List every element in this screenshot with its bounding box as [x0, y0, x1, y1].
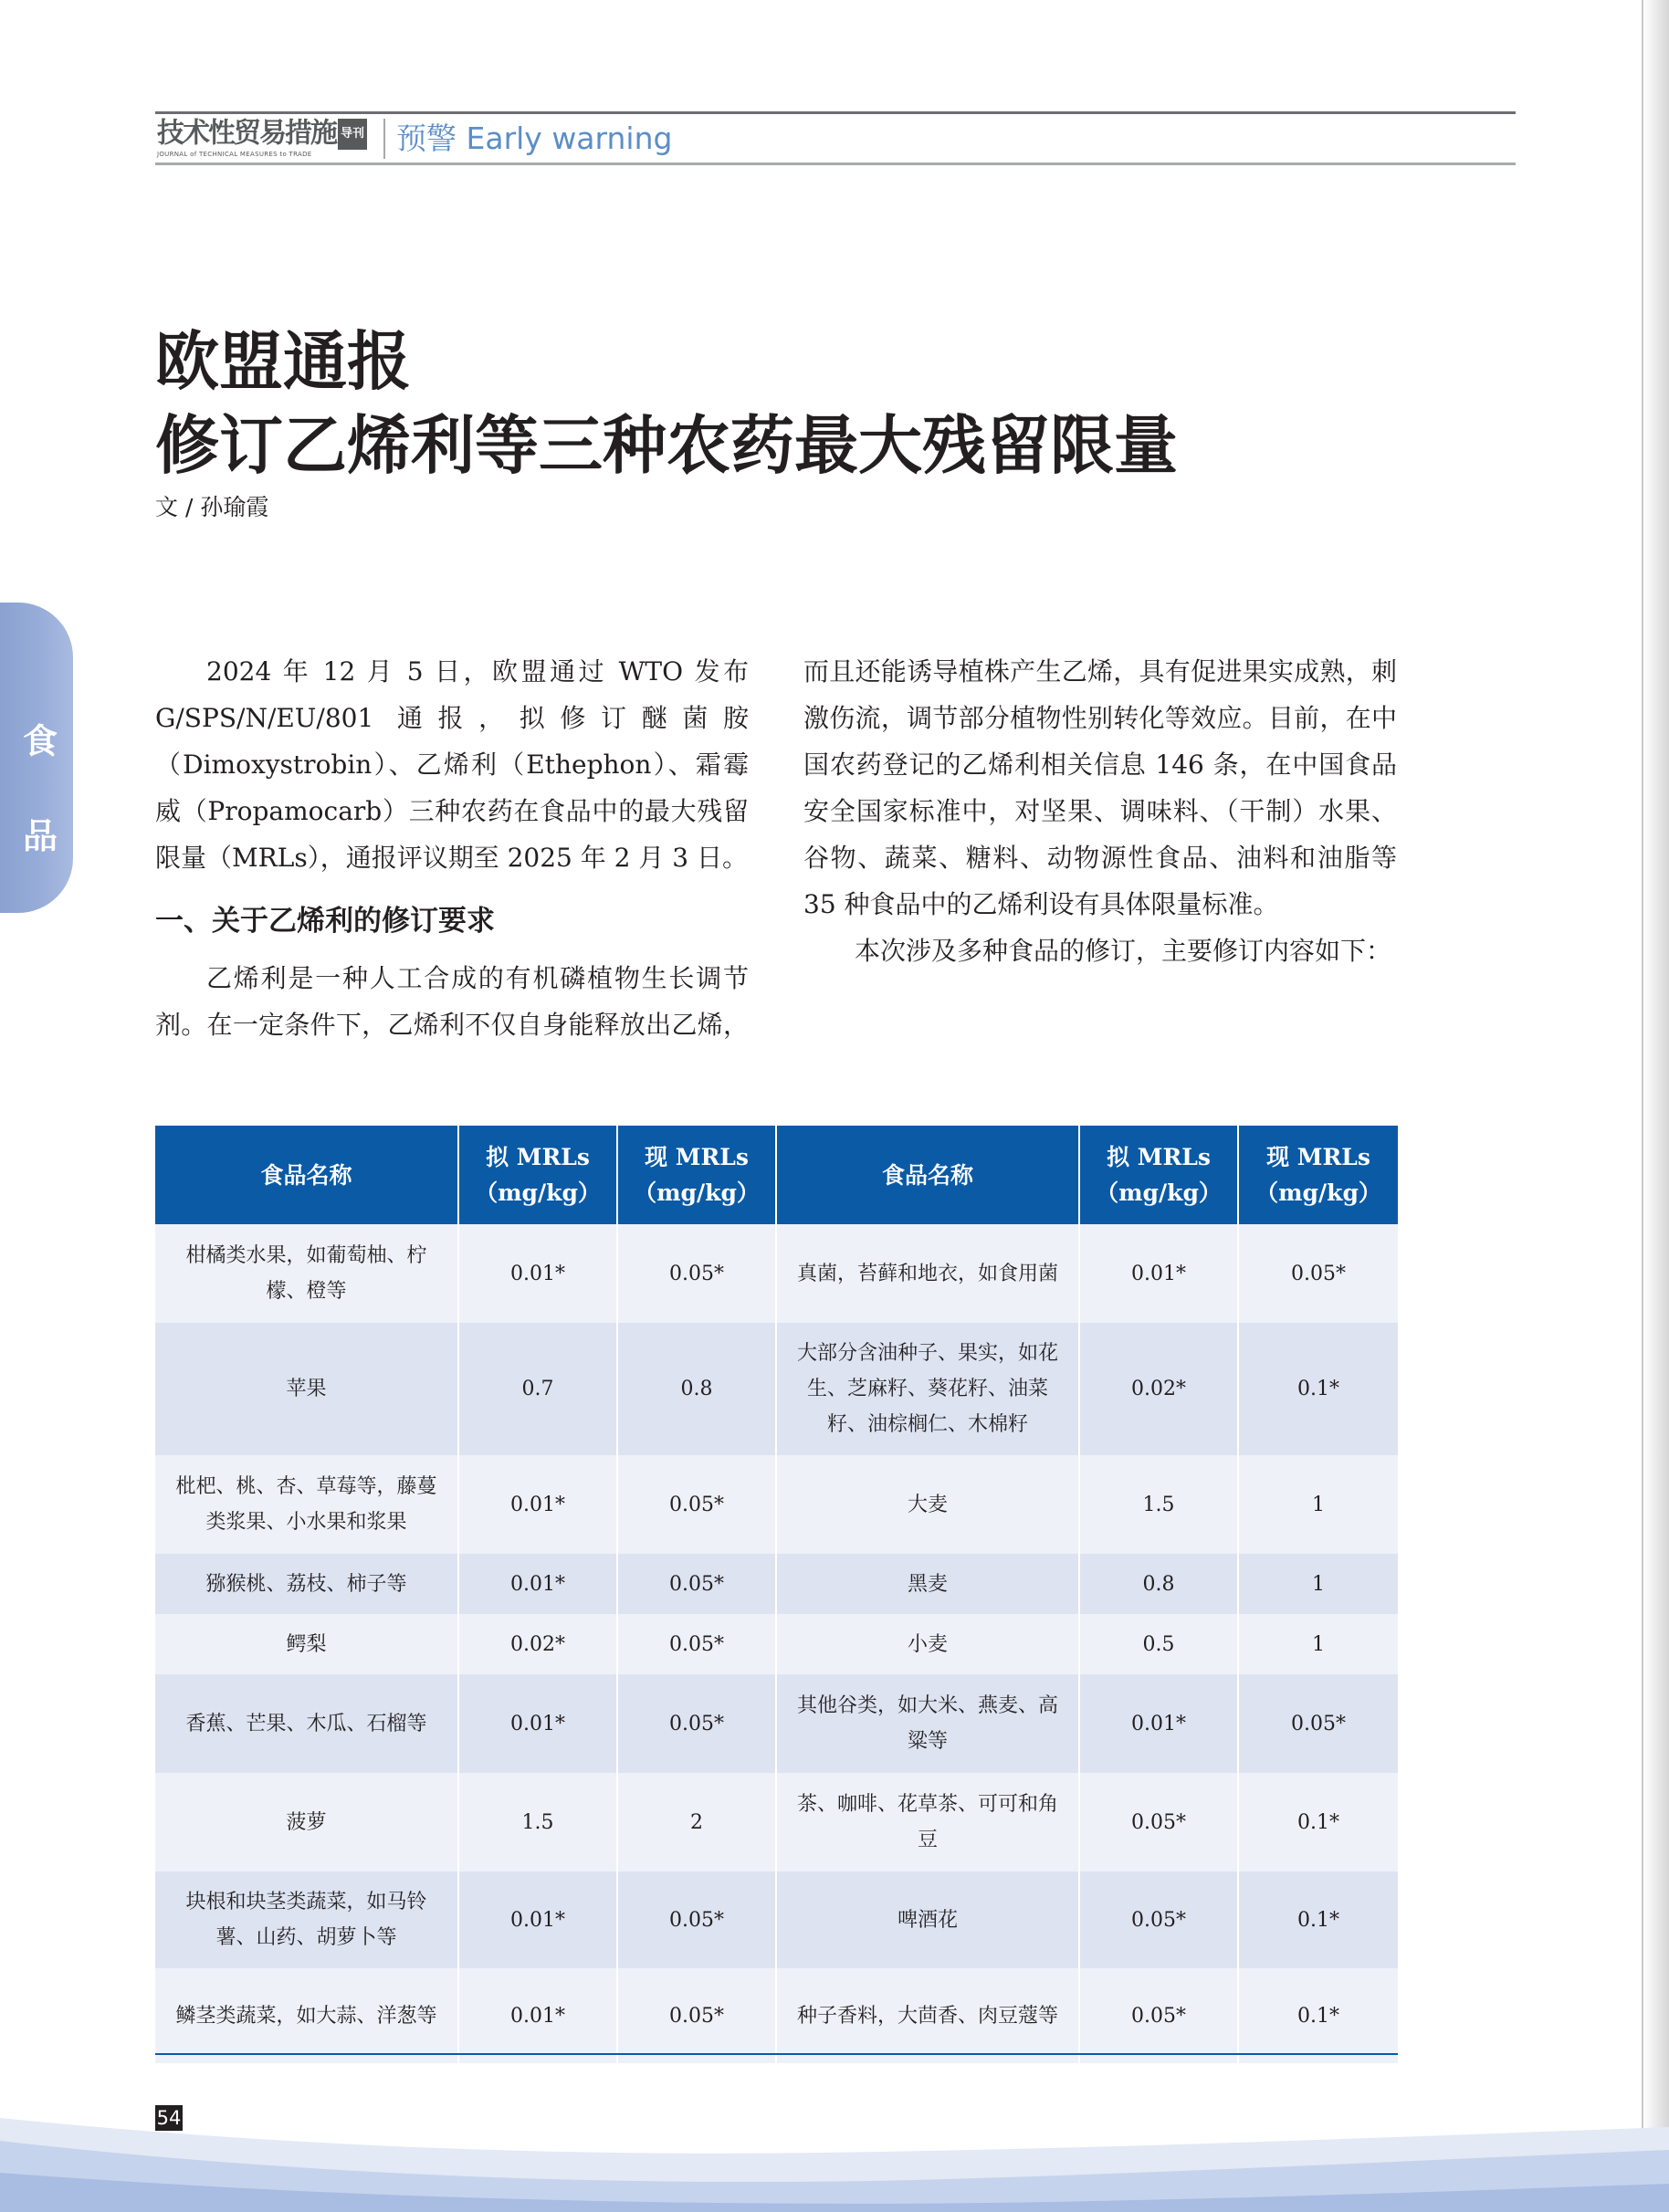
current-mrl-cell: 0.05* [617, 1871, 776, 1968]
table-row [155, 1871, 1398, 1968]
proposed-mrl-cell: 0.01* [458, 1554, 617, 1614]
proposed-mrl-cell: 0.01* [1079, 1674, 1238, 1773]
mrl-table [155, 1126, 1398, 2063]
paragraph-ethephon-continued: 而且还能诱导植株产生乙烯，具有促进果实成熟，刺激伤流，调节部分植物性别转化等效应。目前，在中国农药登记的乙烯利相关信息 146 条，在中国食品安全国家标准中，对坚果、调味料、（干制）水果、谷物、蔬菜、糖料、动物源性食品、油料和油脂等 35 种食品中的乙烯利设有具体限量标准。 [803, 656, 1397, 919]
food-name-cell: 大部分含油种子、果实，如花生、芝麻籽、葵花籽、油菜籽、油棕榈仁、木棉籽 [776, 1323, 1079, 1455]
current-mrl-cell: 1 [1238, 1455, 1398, 1554]
table-row [155, 1773, 1398, 1871]
food-name-cell: 大麦 [776, 1455, 1079, 1554]
header-food-name: 食品名称 [776, 1126, 1079, 1224]
header-proposed-mrl: 拟 MRLs（mg/kg） [458, 1126, 617, 1224]
table-row [155, 1614, 1398, 1674]
paragraph-ethephon: 乙烯利是一种人工合成的有机磷植物生长调节剂。在一定条件下，乙烯利不仅自身能释放出乙烯， [155, 963, 749, 1040]
proposed-mrl-cell: 0.05* [1079, 1773, 1238, 1871]
food-name-cell: 香蕉、芒果、木瓜、石榴等 [155, 1674, 458, 1773]
proposed-mrl-cell: 0.02* [458, 1614, 617, 1674]
food-name-cell: 鳄梨 [155, 1614, 458, 1674]
journal-tag: 导刊 [338, 119, 367, 150]
section-label: 预警 Early warning [396, 121, 673, 156]
proposed-mrl-cell: 0.01* [458, 1455, 617, 1554]
food-name-cell: 苹果 [155, 1323, 458, 1455]
current-mrl-cell: 1 [1238, 1554, 1398, 1614]
current-mrl-cell: 0.1* [1238, 1871, 1398, 1968]
current-mrl-cell: 0.05* [1238, 1224, 1398, 1323]
article-author: 文 / 孙瑜霞 [155, 494, 269, 520]
proposed-mrl-cell: 0.01* [1079, 1224, 1238, 1323]
table-row [155, 1323, 1398, 1455]
text-column-right [803, 648, 1397, 974]
food-name-cell: 其他谷类，如大米、燕麦、高粱等 [776, 1674, 1079, 1773]
side-category-label: 食 品 [22, 721, 58, 856]
table-header-row [155, 1126, 1398, 1224]
section-heading: 一、关于乙烯利的修订要求 [155, 905, 495, 938]
text-column-left [155, 648, 749, 1048]
current-mrl-cell: 0.1* [1238, 1968, 1398, 2063]
title-line-2: 修订乙烯利等三种农药最大残留限量 [155, 408, 1178, 483]
table-row [155, 1968, 1398, 2063]
header-current-mrl: 现 MRLs（mg/kg） [617, 1126, 776, 1224]
header-current-mrl: 现 MRLs（mg/kg） [1238, 1126, 1398, 1224]
page-number: 54 [156, 2107, 182, 2129]
food-name-cell: 种子香料，大茴香、肉豆蔻等 [776, 1968, 1079, 2063]
proposed-mrl-cell: 0.05* [1079, 1871, 1238, 1968]
article-title [155, 320, 1178, 487]
header-top-rule [155, 111, 1516, 114]
current-mrl-cell: 0.1* [1238, 1323, 1398, 1455]
proposed-mrl-cell: 0.05* [1079, 1968, 1238, 2063]
page-edge-shadow [1643, 0, 1669, 2212]
header-separator [383, 119, 385, 159]
journal-logo [157, 119, 376, 159]
proposed-mrl-cell: 0.01* [458, 1968, 617, 2063]
food-name-cell: 枇杷、桃、杏、草莓等，藤蔓类浆果、小水果和浆果 [155, 1455, 458, 1554]
food-name-cell: 茶、咖啡、花草茶、可可和角豆 [776, 1773, 1079, 1871]
proposed-mrl-cell: 0.8 [1079, 1554, 1238, 1614]
current-mrl-cell: 0.05* [617, 1554, 776, 1614]
page-edge-line [1642, 0, 1643, 2212]
food-name-cell: 菠萝 [155, 1773, 458, 1871]
current-mrl-cell: 0.05* [617, 1968, 776, 2063]
table-row [155, 1674, 1398, 1773]
food-name-cell: 块根和块茎类蔬菜，如马铃薯、山药、胡萝卜等 [155, 1871, 458, 1968]
proposed-mrl-cell: 0.5 [1079, 1614, 1238, 1674]
journal-subtitle: JOURNAL of TECHNICAL MEASURES to TRADE [157, 151, 312, 158]
footer-wave [0, 2100, 1669, 2212]
food-name-cell: 柑橘类水果，如葡萄柚、柠檬、橙等 [155, 1224, 458, 1323]
current-mrl-cell: 0.1* [1238, 1773, 1398, 1871]
title-line-1: 欧盟通报 [155, 324, 411, 399]
food-name-cell: 真菌，苔藓和地衣，如食用菌 [776, 1224, 1079, 1323]
current-mrl-cell: 1 [1238, 1614, 1398, 1674]
paragraph-intro: 2024 年 12 月 5 日，欧盟通过 WTO 发布 G/SPS/N/EU/801 通报，拟修订醚菌胺（Dimoxystrobin）、乙烯利（Ethephon）、霜霉威（Propamocarb）三种农药在食品中的最大残留限量（MRLs），通报评议期至 2025 年 2 月 3 日。 [155, 656, 749, 873]
current-mrl-cell: 0.05* [617, 1674, 776, 1773]
proposed-mrl-cell: 0.02* [1079, 1323, 1238, 1455]
food-name-cell: 猕猴桃、荔枝、柿子等 [155, 1554, 458, 1614]
proposed-mrl-cell: 1.5 [458, 1773, 617, 1871]
current-mrl-cell: 2 [617, 1773, 776, 1871]
proposed-mrl-cell: 0.01* [458, 1871, 617, 1968]
proposed-mrl-cell: 1.5 [1079, 1455, 1238, 1554]
current-mrl-cell: 0.05* [617, 1614, 776, 1674]
proposed-mrl-cell: 0.01* [458, 1224, 617, 1323]
food-name-cell: 鳞茎类蔬菜，如大蒜、洋葱等 [155, 1968, 458, 2063]
proposed-mrl-cell: 0.7 [458, 1323, 617, 1455]
paragraph-revision: 本次涉及多种食品的修订，主要修订内容如下： [855, 936, 1392, 966]
current-mrl-cell: 0.05* [617, 1455, 776, 1554]
header-food-name: 食品名称 [155, 1126, 458, 1224]
food-name-cell: 黑麦 [776, 1554, 1079, 1614]
proposed-mrl-cell: 0.01* [458, 1674, 617, 1773]
table-row [155, 1455, 1398, 1554]
food-name-cell: 啤酒花 [776, 1871, 1079, 1968]
table-row [155, 1224, 1398, 1323]
table-bottom-rule [155, 2053, 1398, 2055]
header-bottom-rule [155, 162, 1516, 165]
current-mrl-cell: 0.05* [1238, 1674, 1398, 1773]
header-proposed-mrl: 拟 MRLs（mg/kg） [1079, 1126, 1238, 1224]
current-mrl-cell: 0.05* [617, 1224, 776, 1323]
journal-name: 技术性贸易措施 [157, 117, 336, 150]
food-name-cell: 小麦 [776, 1614, 1079, 1674]
current-mrl-cell: 0.8 [617, 1323, 776, 1455]
table-row [155, 1554, 1398, 1614]
